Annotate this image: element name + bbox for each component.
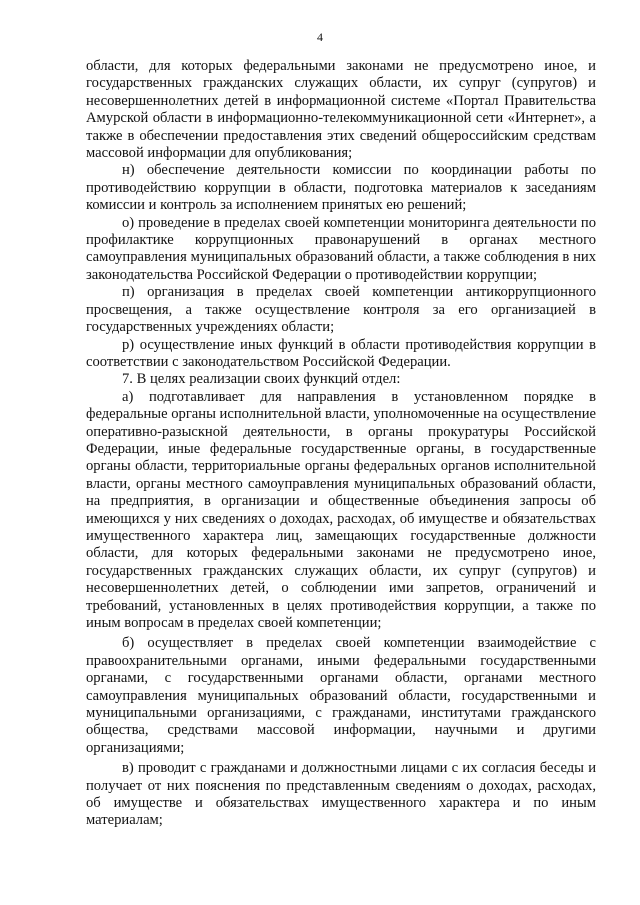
paragraph-item-b: б) осуществляет в пределах своей компетенции взаимодействие с правоохранительными органами, иными федеральными государственными органами, с государственными органами области, органами местного самоуправления муниципальных образований области, государственными и муниципальными организациями, с гражданами, институтами гражданского общества, средствами массовой информации, научными и другими организациями; [86,635,596,756]
page-number: 4 [317,30,323,44]
document-body [86,58,596,830]
paragraph-item-v: в) проводит с гражданами и должностными лицами с их согласия беседы и получает от них пояснения по представленным сведениям о доходах, расходах, об имуществе и обязательствах имущественного характера и по иным материалам; [86,760,596,829]
paragraph-item-n: н) обеспечение деятельности комиссии по координации работы по противодействию коррупции в области, подготовка материалов к заседаниям комиссии и контроль за исполнением принятых ею решений; [86,162,596,214]
paragraph-item-r: р) осуществление иных функций в области противодействия коррупции в соответствии с законодательством Российской Федерации. [86,336,596,370]
paragraph-section-7: 7. В целях реализации своих функций отдел: [122,371,401,388]
paragraph-item-p: п) организация в пределах своей компетенции антикоррупционного просвещения, а также осуществление контроля за его организацией в государственных учреждениях области; [86,284,596,336]
paragraph-item-a: а) подготавливает для направления в установленном порядке в федеральные органы исполнительной власти, уполномоченные на осуществление оперативно-разыскной деятельности, в органы прокуратуры Российской Федерации, иные федеральные государственные органы, в государственные органы области, территориальные органы федеральных органов исполнительной власти, органы местного самоуправления муниципальных образований области, на предприятия, в организации и общественные объединения запросы об имеющихся у них сведениях о доходах, расходах, об имуществе и обязательствах имущественного характера лиц, замещающих государственные должности области, для которых федеральными законами не предусмотрено иное, государственных гражданских служащих области, их супруг (супругов) и несовершеннолетних детей, о соблюдении ими запретов, ограничений и требований, установленных в целях противодействия коррупции, а также по иным вопросам в пределах своей компетенции; [86,388,596,631]
paragraph-item-o: о) проведение в пределах своей компетенции мониторинга деятельности по профилактике коррупционных правонарушений в органах местного самоуправления муниципальных образований области, а также соблюдения в них законодательства Российской Федерации о противодействии коррупции; [86,214,596,283]
paragraph-continuation: области, для которых федеральными законами не предусмотрено иное, и государственных гражданских служащих области, их супруг (супругов) и несовершеннолетних детей в информационной системе «Портал Правительства Амурской области в информационно-телекоммуникационной сети «Интернет», а также в обеспечении предоставления этих сведений общероссийским средствам массовой информации для опубликования; [86,58,596,162]
